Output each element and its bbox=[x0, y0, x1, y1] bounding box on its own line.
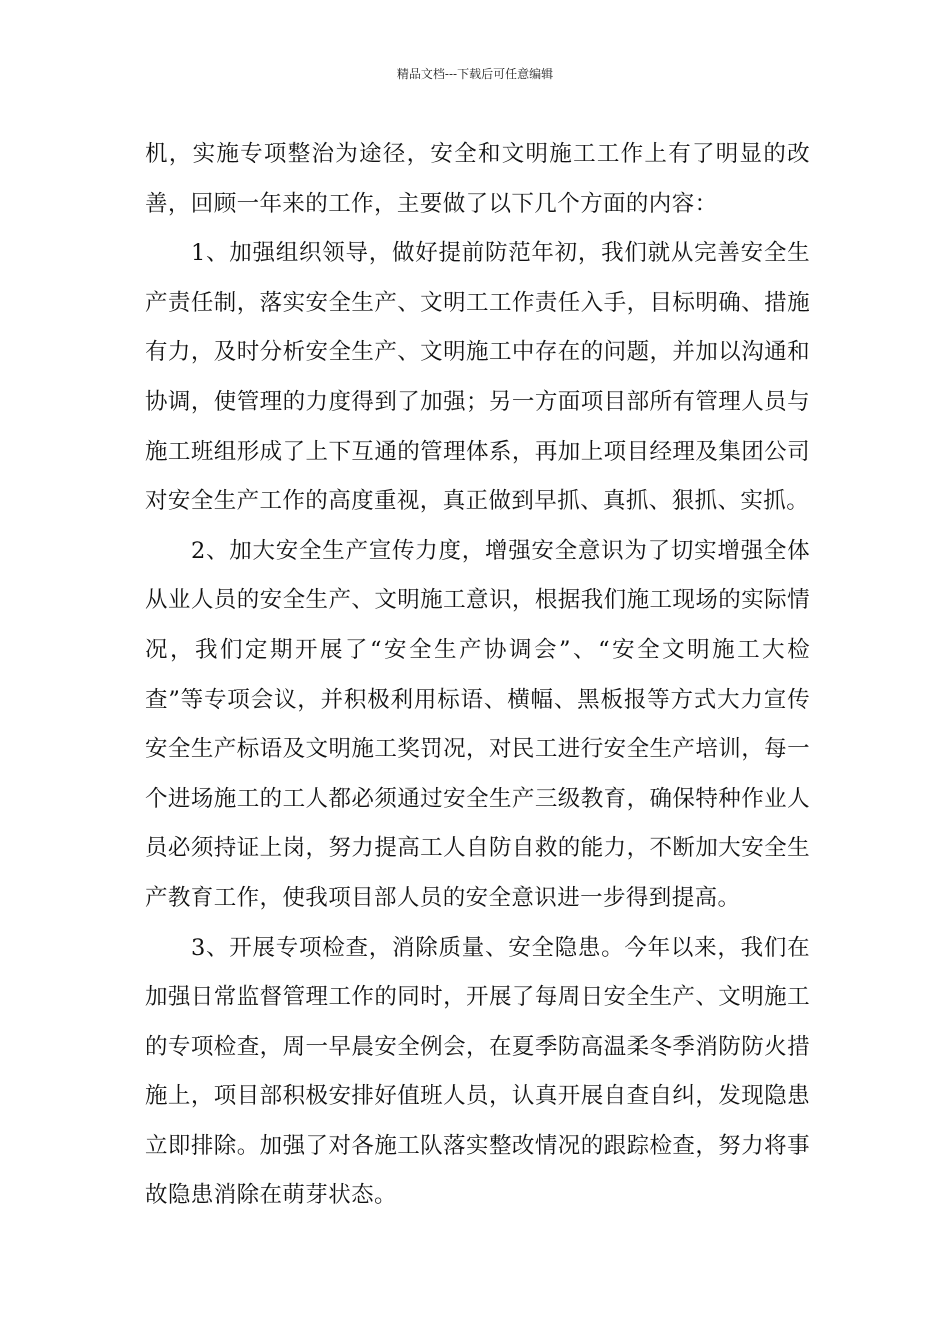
document-body bbox=[145, 130, 810, 1221]
paragraph-intro: 机，实施专项整治为途径，安全和文明施工工作上有了明显的改善，回顾一年来的工作，主要做了以下几个方面的内容： bbox=[145, 141, 810, 217]
paragraph-item-1: 1、加强组织领导，做好提前防范年初，我们就从完善安全生产责任制，落实安全生产、文明工工作责任入手，目标明确、措施有力，及时分析安全生产、文明施工中存在的问题，并加以沟通和协调，使管理的力度得到了加强；另一方面项目部所有管理人员与施工班组形成了上下互通的管理体系，再加上项目经理及集团公司对安全生产工作的高度重视，真正做到早抓、真抓、狠抓、实抓。 bbox=[145, 240, 810, 515]
paragraph-item-3: 3、开展专项检查，消除质量、安全隐患。今年以来，我们在加强日常监督管理工作的同时，开展了每周日安全生产、文明施工的专项检查，周一早晨安全例会，在夏季防高温柔冬季消防防火措施上，项目部积极安排好值班人员，认真开展自查自纠，发现隐患立即排除。加强了对各施工队落实整改情况的跟踪检查，努力将事故隐患消除在萌芽状态。 bbox=[145, 934, 810, 1209]
page-header: 精品文档---下载后可任意编辑 bbox=[396, 67, 554, 81]
paragraph-item-2: 2、加大安全生产宣传力度，增强安全意识为了切实增强全体从业人员的安全生产、文明施工意识，根据我们施工现场的实际情况，我们定期开展了“安全生产协调会”、“安全文明施工大检查”等专项会议，并积极利用标语、横幅、黑板报等方式大力宣传安全生产标语及文明施工奖罚况，对民工进行安全生产培训，每一个进场施工的工人都必须通过安全生产三级教育，确保特种作业人员必须持证上岗，努力提高工人自防自救的能力，不断加大安全生产教育工作，使我项目部人员的安全意识进一步得到提高。 bbox=[145, 537, 810, 911]
